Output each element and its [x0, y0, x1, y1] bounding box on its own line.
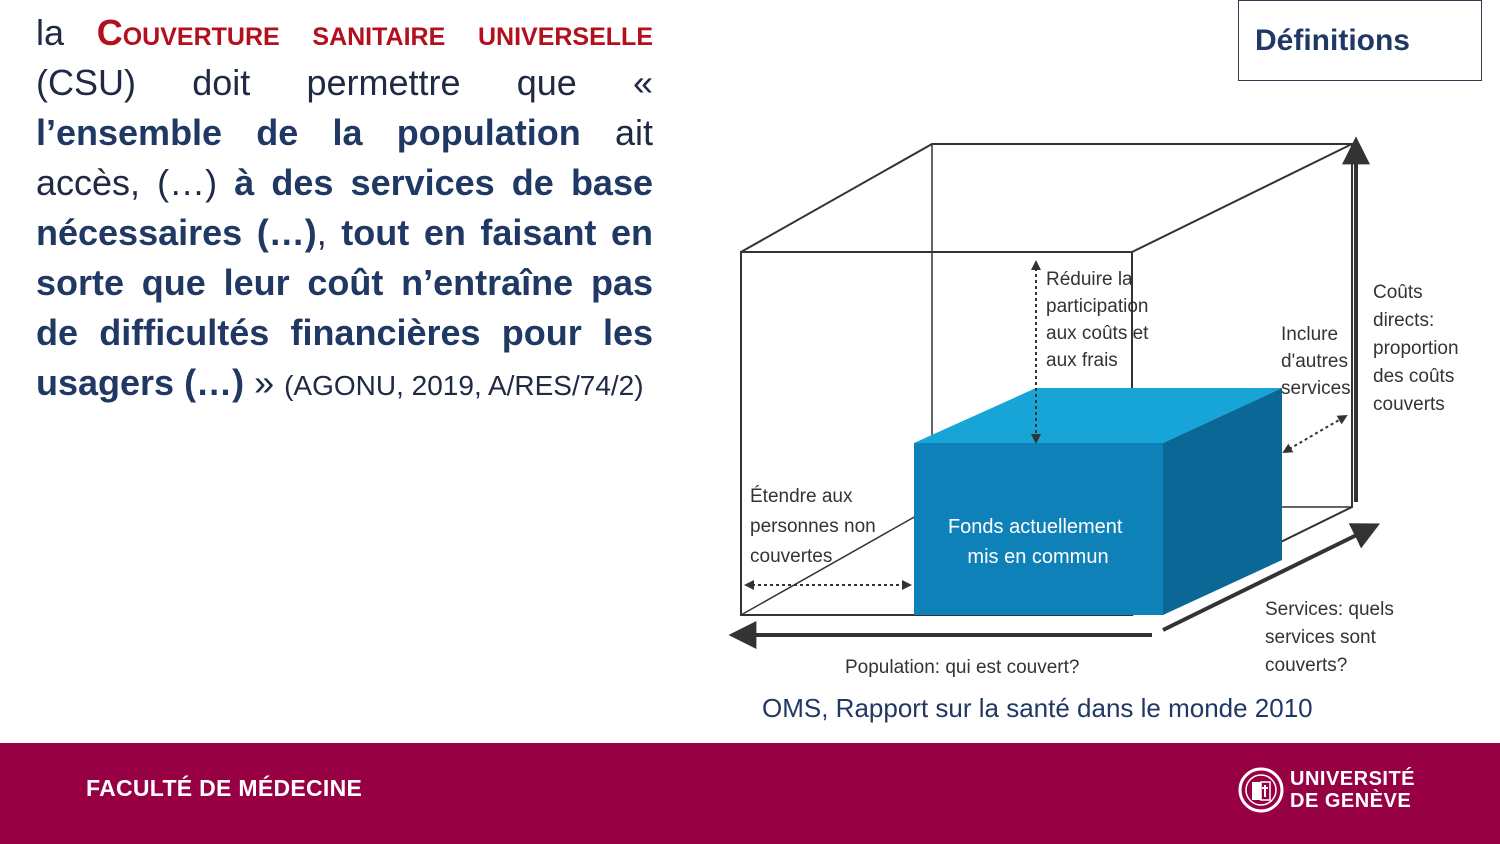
text-close-quote: »: [244, 362, 285, 403]
costs-label: Coûts directs: proportion des coûts couverts: [1373, 282, 1459, 415]
csu-term: Couverture sanitaire universelle: [96, 12, 653, 53]
text-intro: la: [36, 12, 97, 53]
definitions-box: [1238, 0, 1482, 81]
include-arrow: [1284, 416, 1346, 452]
text-comma: ,: [316, 212, 342, 253]
ucc-cube-diagram: [720, 130, 1460, 690]
university-logo: [1238, 765, 1415, 815]
services-axis-label: Services: quels services sont couverts?: [1265, 599, 1394, 676]
faculty-name: FACULTÉ DE MÉDECINE: [86, 775, 363, 801]
footer-bar: [0, 743, 1500, 844]
university-name-line1: UNIVERSITÉ: [1290, 768, 1416, 790]
population-axis-label: Population: qui est couvert?: [845, 657, 1080, 678]
text-csu: (CSU) doit permettre que «: [36, 62, 653, 103]
main-quote: [36, 8, 653, 411]
university-name-line2: DE GENÈVE: [1290, 790, 1412, 812]
bold-cost: tout en faisant en sorte que leur coût n’entraîne pas de difficultés financières pour les usagers (…): [36, 212, 653, 403]
citation: (AGONU, 2019, A/RES/74/2): [284, 370, 644, 401]
fund-label: Fonds actuellement mis en commun: [947, 516, 1123, 568]
fund-box: [914, 388, 1282, 615]
bold-services: à des services de base nécessaires (…): [36, 162, 653, 253]
include-label: Inclure d'autres services: [1281, 324, 1351, 399]
university-seal-icon: [1238, 765, 1284, 815]
bold-population: l’ensemble de la population: [36, 112, 581, 153]
text-access: ait accès, (…): [36, 112, 653, 203]
extend-label: Étendre aux personnes non couvertes: [750, 486, 876, 567]
source-caption: OMS, Rapport sur la santé dans le monde 2010: [762, 693, 1313, 723]
reduce-label: Réduire la participation aux coûts et aux frais: [1046, 269, 1149, 371]
definitions-label: Définitions: [1255, 23, 1410, 57]
